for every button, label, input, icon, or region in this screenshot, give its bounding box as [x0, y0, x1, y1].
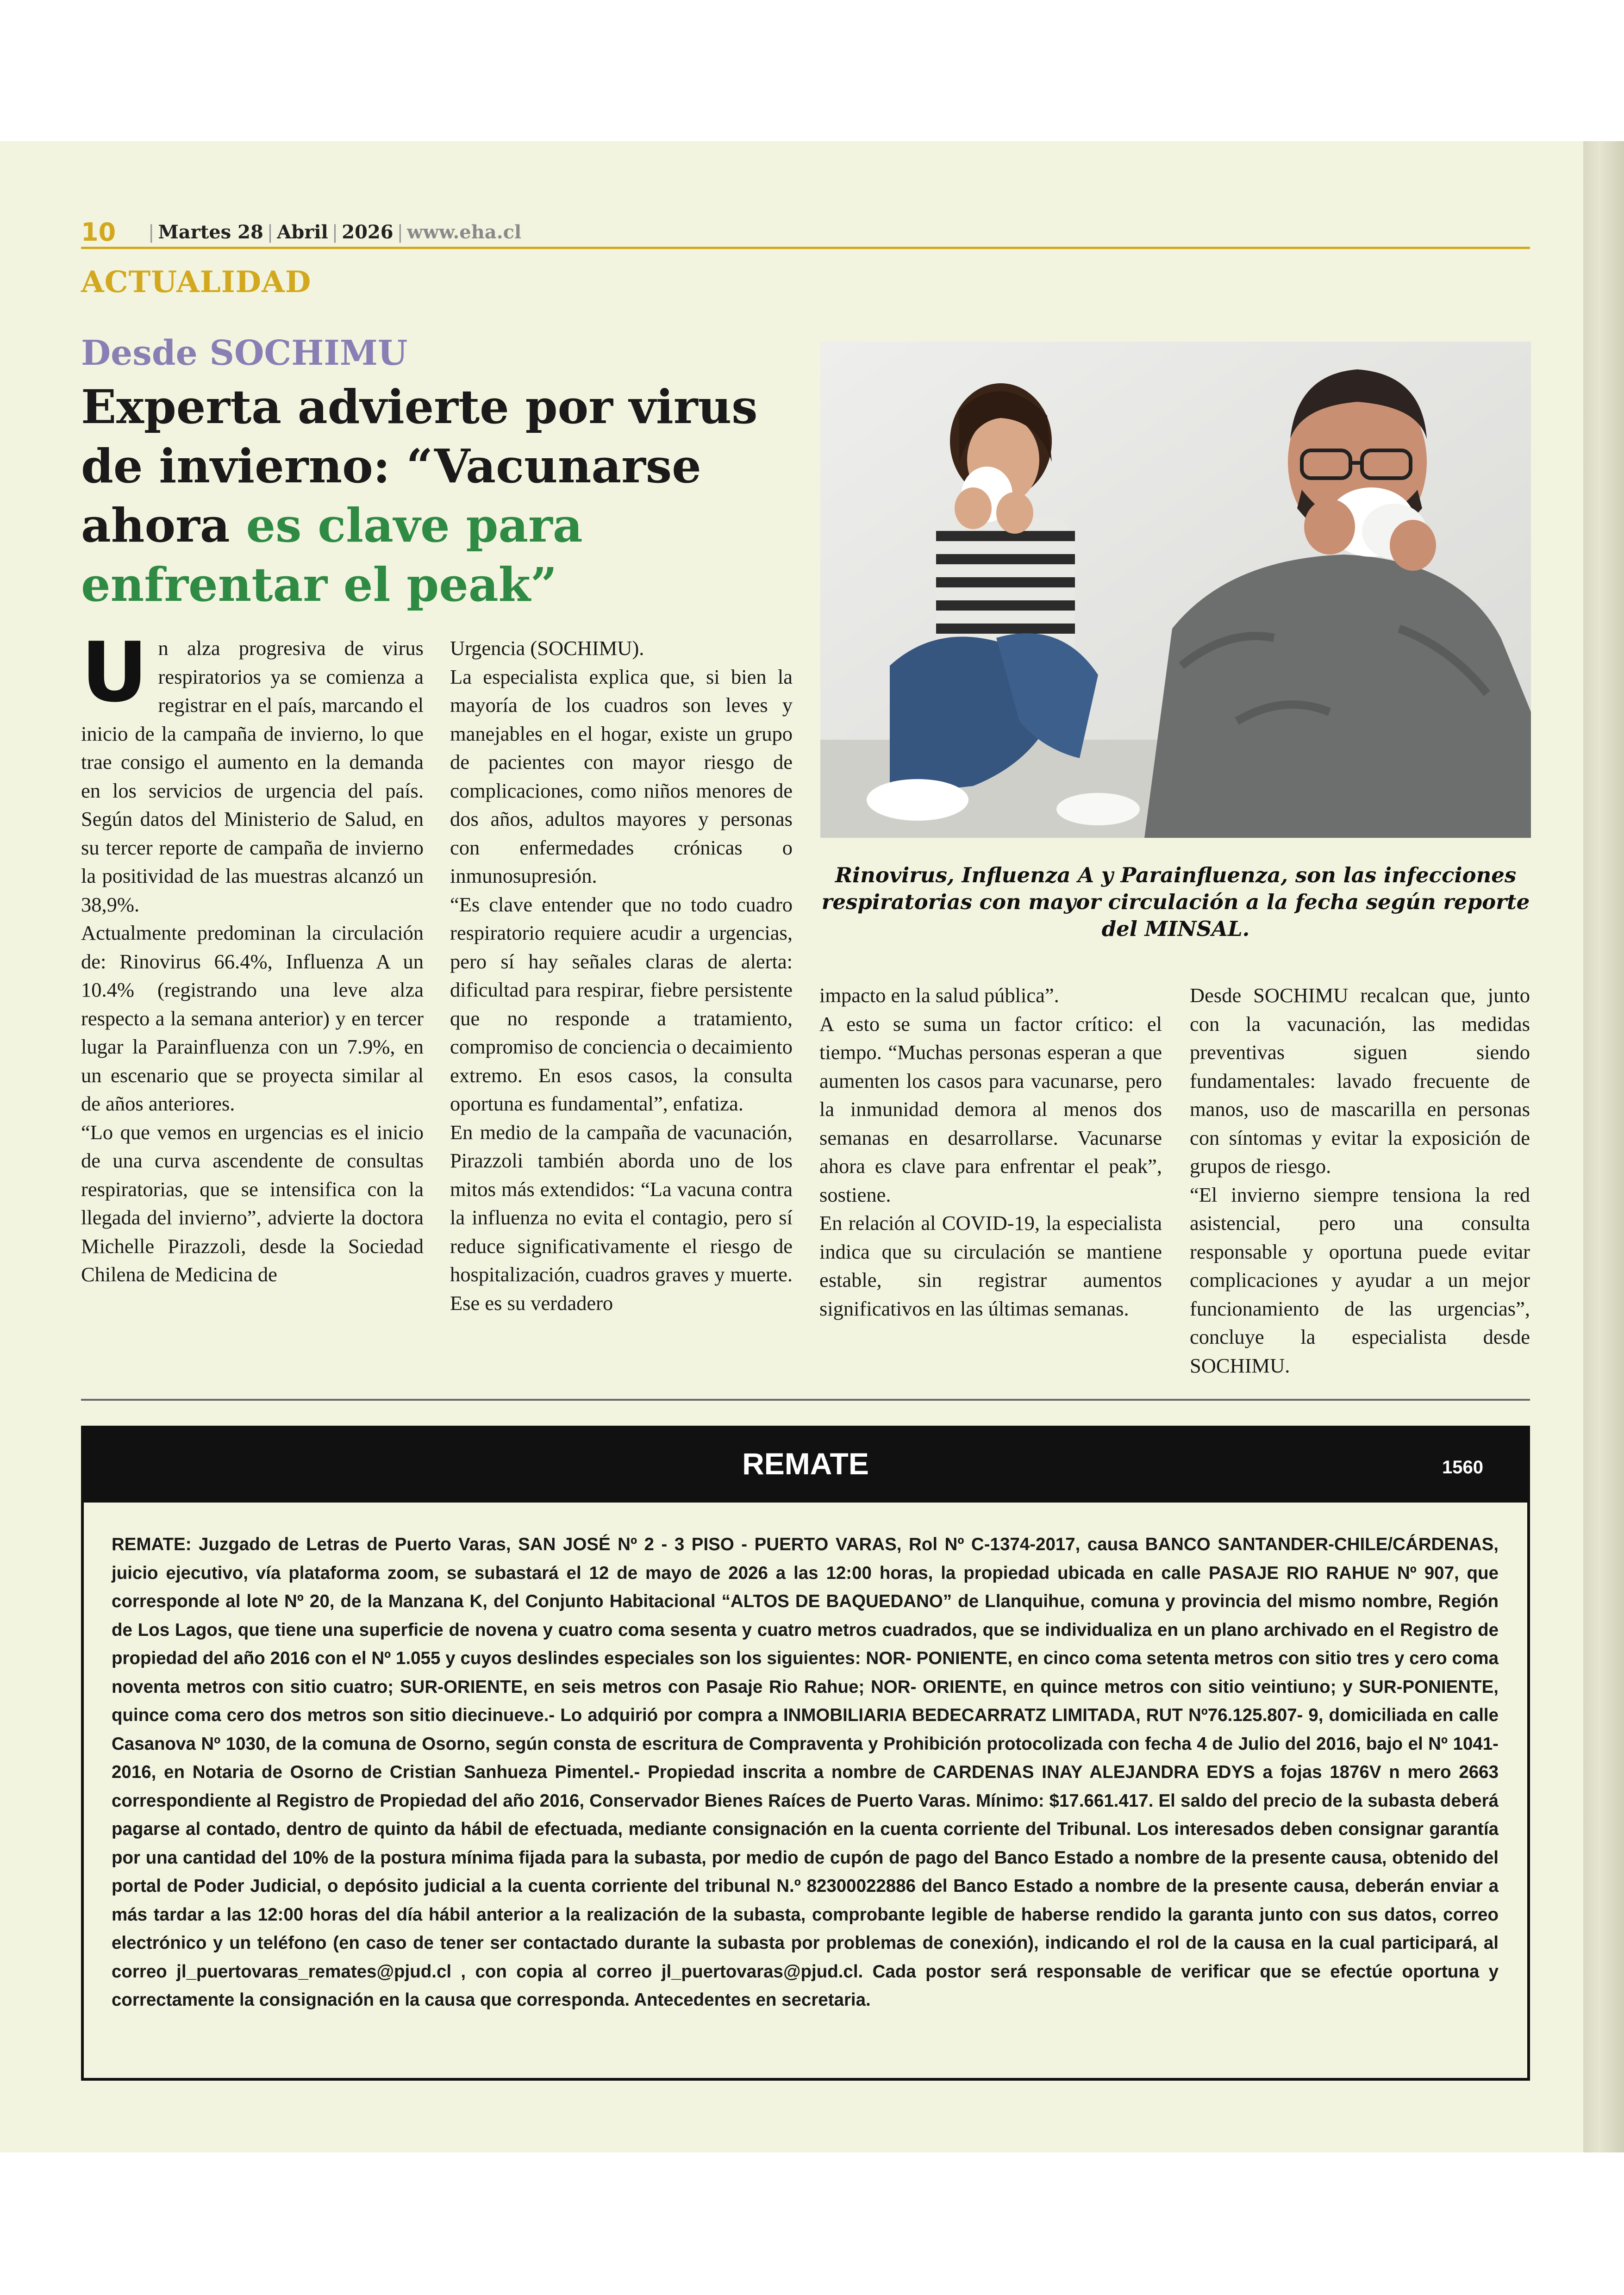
drop-cap: U: [81, 624, 148, 720]
paragraph: impacto en la salud pública”.: [819, 984, 1059, 1007]
dateline: [144, 221, 521, 243]
remate-number: 1560: [1442, 1457, 1483, 1478]
dateline-separator: |: [148, 222, 155, 243]
paragraph: En relación al COVID-19, la especialista indica que su circulación se mantiene estable, sin registrar aumentos significativos en las últimas semanas.: [819, 1211, 1162, 1320]
article-kicker: Desde SOCHIMU: [81, 333, 408, 373]
photo-caption: Rinovirus, Influenza A y Parainfluenza, son las infecciones respiratorias con mayor circulación a la fecha según reporte del MINSAL.: [821, 863, 1530, 941]
article-column-2: [450, 634, 793, 1317]
dateline-day: Martes 28: [158, 221, 263, 243]
section-divider: [81, 1399, 1530, 1401]
website-link[interactable]: www.eha.cl: [407, 221, 522, 243]
page-spine-shadow: [1583, 141, 1624, 2152]
remate-notice: [81, 1426, 1530, 2081]
dateline-separator: |: [397, 222, 404, 243]
paragraph: Desde SOCHIMU recalcan que, junto con la vacunación, las medidas preventivas siguen siendo fundamentales: lavado frecuente de manos, uso de mascarilla en personas con síntomas y evitar la exposición de grupos de riesgo.: [1190, 984, 1530, 1178]
paragraph: A esto se suma un factor crítico: el tiempo. “Muchas personas esperan a que aumenten los casos para vacunarse, pero la inmunidad demora al menos dos semanas en desarrollarse. Vacunarse ahora es clave para enfrentar el peak”, sostiene.: [819, 1012, 1162, 1206]
remate-body-text: REMATE: Juzgado de Letras de Puerto Varas, SAN JOSÉ Nº 2 - 3 PISO - PUERTO VARAS, Rol Nº C-1374-2017, causa BANCO SANTANDER-CHILE/CÁRDENAS, juicio ejecutivo, vía plataforma zoom, se subastará el 12 de mayo de 2026 a las 12:00 horas, la propiedad ubicada en calle PASAJE RIO RAHUE Nº 907, que corresponde al lote Nº 20, de la Manzana K, del Conjunto Habitacional “ALTOS DE BAQUEDANO” de Llanquihue, comuna y provincia del mismo nombre, Región de Los Lagos, que tiene una superficie de novena y cuatro coma sesenta y cuatro metros cuadrados, que se individualiza en un plano archivado en el Registro de propiedad del año 2016 con el Nº 1.055 y cuyos deslindes especiales son los siguientes: NOR- PONIENTE, en cinco coma setenta metros con sitio tres y cero coma noventa metros con sitio cuatro; SUR-ORIENTE, en seis metros con Pasaje Rio Rahue; NOR- ORIENTE, en quince metros con sitio veintiuno; y SUR-PONIENTE, quince coma cero dos metros son sitio diecinueve.- Lo adquirió por compra a INMOBILIARIA BEDECARRATZ LIMITADA, RUT Nº76.125.807- 9, domiciliada en calle Casanova Nº 1030, de la comuna de Osorno, según consta de escritura de Compraventa y Prohibición protocolizada con fecha 4 de Julio del 2016, bajo el Nº 1041-2016, en Notaria de Osorno de Cristian Sanhueza Pimentel.- Propiedad inscrita a nombre de CARDENAS INAY ALEJANDRA EDYS a fojas 1876V n mero 2663 correspondiente al Registro de Propiedad del año 2016, Conservador Bienes Raíces de Puerto Varas. Mínimo: $17.661.417. El saldo del precio de la subasta deberá pagarse al contado, dentro de quinto da hábil de efectuada, mediante consignación en la cuenta corriente del Tribunal. Los interesados deben consignar garantía por una cantidad del 10% de la postura mínima fijada para la subasta, por medio de cupón de pago del Banco Estado a nombre de la presente causa, obtenido del portal de Poder Judicial, o depósito judicial a la cuenta corriente del tribunal N.º 82300022886 del Banco Estado a nombre de la presente causa, deberán enviar a más tardar a las 12:00 horas del día hábil anterior a la realización de la subasta, comprobante legible de haberse rendido la garanta junto con sus datos, correo electrónico y un teléfono (en caso de tener ser contactado durante la subasta por problemas de conexión), indicando el rol de la causa en la cual participará, al correo jl_puertovaras_remates@pjud.cl , con copia al correo jl_puertovaras@pjud.cl. Cada postor será responsable de verificar que se efectúe oportuna y correctamente la consignación en la causa que corresponda. Antecedentes en secretaria.: [112, 1534, 1499, 2010]
section-label: ACTUALIDAD: [81, 265, 312, 299]
article-column-4: [1190, 981, 1530, 1380]
paragraph: “El invierno siempre tensiona la red asistencial, pero una consulta responsable y oportuna puede evitar complicaciones y ayudar a un mejor funcionamiento de las urgencias”, concluye la especialista desde SOCHIMU.: [1190, 1183, 1530, 1377]
paragraph: “Es clave entender que no todo cuadro respiratorio requiere acudir a urgencias, pero sí hay señales claras de alerta: dificultad para respirar, fiebre persistente que no responde a tratamiento, compromiso de conciencia o decaimiento extremo. En esos casos, la consulta oportuna es fundamental”, enfatiza.: [450, 892, 793, 1115]
dateline-month: Abril: [277, 221, 328, 243]
paragraph: n alza progresiva de virus respiratorios ya se comienza a registrar en el país, marcando el inicio de la campaña de invierno, lo que trae consigo el aumento en la demanda en los servicios de urgencia del país. Según datos del Ministerio de Salud, en su tercer reporte de campaña de invierno la positividad de las muestras alcanzó un 38,9%.: [81, 636, 424, 916]
remate-title: REMATE: [742, 1447, 869, 1481]
headline-dark-part: Experta advierte por virus de invierno: “Vacunarse ahora: [81, 380, 758, 553]
article-column-3: [819, 981, 1162, 1323]
article-headline: [81, 377, 803, 614]
article-column-1: [81, 624, 424, 1289]
paragraph: La especialista explica que, si bien la mayoría de los cuadros son leves y manejables en el hogar, existe un grupo de pacientes con mayor riesgo de complicaciones, como niños menores de dos años, adultos mayores y personas con enfermedades crónicas o inmunosupresión.: [450, 665, 793, 887]
dateline-year: 2026: [342, 221, 394, 243]
dateline-separator: |: [267, 222, 274, 243]
article-photo: [820, 342, 1531, 838]
dateline-separator: |: [331, 222, 338, 243]
paragraph: Actualmente predominan la circulación de: Rinovirus 66.4%, Influenza A un 10.4% (registrando una leve alza respecto a la semana anterior) y en tercer lugar la Parainfluenza con un 7.9%, en un escenario que se proyecta similar al de años anteriores.: [81, 921, 424, 1115]
remate-header-bar: [84, 1428, 1527, 1503]
paragraph: “Lo que vemos en urgencias es el inicio de una curva ascendente de consultas respiratorias, que se intensifica con la llegada del invierno”, advierte la doctora Michelle Pirazzoli, desde la Sociedad Chilena de Medicina de: [81, 1120, 424, 1286]
paragraph: En medio de la campaña de vacunación, Pirazzoli también aborda uno de los mitos más extendidos: “La vacuna contra la influenza no evita el contagio, pero sí reduce significativamente el riesgo de hospitalización, cuadros graves y muerte. Ese es su verdadero: [450, 1120, 793, 1315]
headline-green-part: es clave para enfrentar el peak”: [81, 498, 583, 612]
header-rule: [81, 247, 1530, 249]
page-number: 10: [81, 218, 116, 247]
paragraph: Urgencia (SOCHIMU).: [450, 636, 644, 660]
